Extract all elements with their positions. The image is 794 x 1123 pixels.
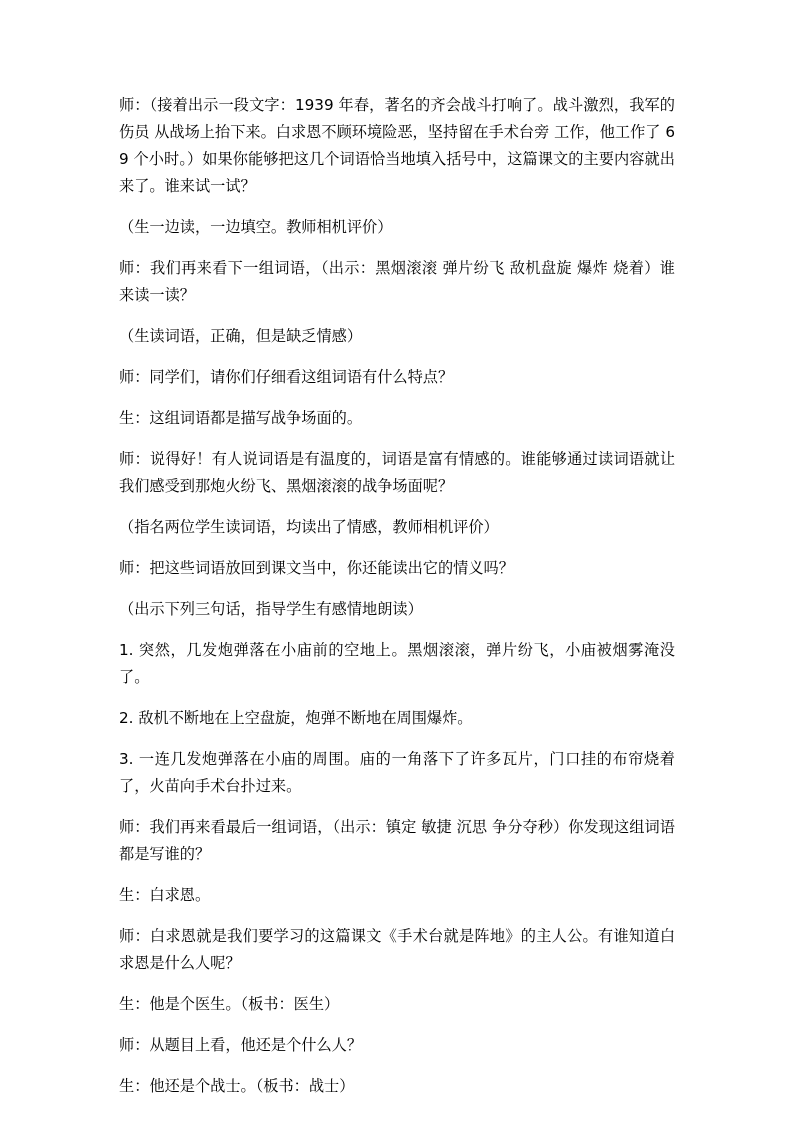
paragraph-student-soldier: 生：他还是个战士。（板书：战士） xyxy=(119,1077,355,1095)
sentence-item-3: 3. 一连几发炮弹落在小庙的周围。庙的一角落下了许多瓦片，门口挂的布帘烧着了，火苗向手术台扑过来。 xyxy=(119,750,675,795)
sentence-item-2: 2. 敌机不断地在上空盘旋，炮弹不断地在周围爆炸。 xyxy=(119,709,473,727)
paragraph-student-answer: 生：这组词语都是描写战争场面的。 xyxy=(119,409,362,427)
paragraph-student-read-words: （生读词语，正确，但是缺乏情感） xyxy=(119,327,362,345)
paragraph-student-fill: （生一边读，一边填空。教师相机评价） xyxy=(119,218,393,236)
document-page xyxy=(119,92,675,1114)
paragraph-student-bethune: 生：白求恩。 xyxy=(119,886,211,904)
paragraph-teacher-return-text: 师：把这些词语放回到课文当中，你还能读出它的情义吗？ xyxy=(119,559,514,577)
paragraph-teacher-word-group: 师：我们再来看下一组词语，（出示：黑烟滚滚 弹片纷飞 敌机盘旋 爆炸 烧着）谁来读一读？ xyxy=(119,259,675,304)
paragraph-teacher-title-question: 师：从题目上看，他还是个什么人？ xyxy=(119,1036,362,1054)
paragraph-student-doctor: 生：他是个医生。（板书：医生） xyxy=(119,995,340,1013)
paragraph-show-three-sentences: （出示下列三句话，指导学生有感情地朗读） xyxy=(119,600,423,618)
paragraph-teacher-praise: 师：说得好！有人说词语是有温度的，词语是富有情感的。谁能够通过读词语就让我们感受到那炮火纷飞、黑烟滚滚的战争场面呢？ xyxy=(119,450,675,495)
paragraph-teacher-question: 师：同学们，请你们仔细看这组词语有什么特点？ xyxy=(119,368,454,386)
paragraph-teacher-last-group: 师：我们再来看最后一组词语，（出示：镇定 敏捷 沉思 争分夺秒）你发现这组词语都是写谁的？ xyxy=(119,818,675,863)
paragraph-teacher-protagonist: 师：白求恩就是我们要学习的这篇课文《手术台就是阵地》的主人公。有谁知道白求恩是什么人呢？ xyxy=(119,927,675,972)
sentence-item-1: 1. 突然，几发炮弹落在小庙前的空地上。黑烟滚滚，弹片纷飞，小庙被烟雾淹没了。 xyxy=(119,641,675,686)
paragraph-teacher-intro-text: 师：（接着出示一段文字：1939 年春，著名的齐会战斗打响了。战斗激烈，我军的伤员 从战场上抬下来。白求恩不顾环境险恶，坚持留在手术台旁 工作，他工作了 69 个小时。）如果你能够把这几个词语恰当地填入括号中，这篇课文的主要内容就出来了。谁来试一试？ xyxy=(119,96,675,195)
paragraph-two-students-read: （指名两位学生读词语，均读出了情感，教师相机评价） xyxy=(119,518,499,536)
